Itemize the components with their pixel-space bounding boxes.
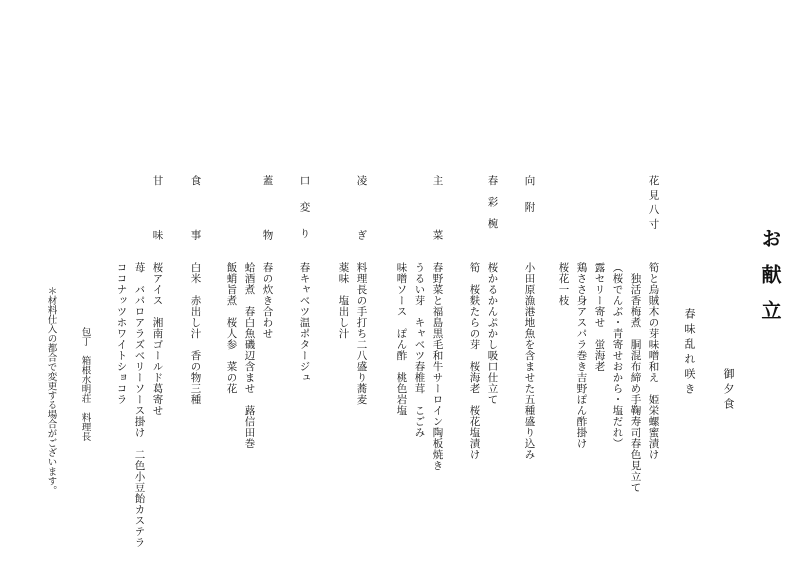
course-dish: 桜かるかんぷかし吸口仕立て <box>486 262 499 405</box>
course-dish: 春キャベツ温ポタージュ <box>298 262 311 383</box>
course-dish: 小田原漁港地魚を含ませた五種盛り込み <box>523 262 536 460</box>
menu-subtitle: 春味乱れ咲き <box>683 308 696 398</box>
course-dish: 飯蛸旨煮 桜人参 菜の花 <box>225 262 238 394</box>
course-dish: 薬味 塩出し汁 <box>337 262 350 339</box>
course-name-mukozuke: 向附 <box>523 175 536 228</box>
course-name-shusai: 主菜 <box>431 175 444 284</box>
course-dish: 春野菜と福島黒毛和牛サーロイン陶板焼き <box>431 262 444 471</box>
course-dish: 筍 桜麩たらの芽 桜海老 桜花塩漬け <box>468 262 481 460</box>
course-dish: 苺 バパロアラズベリーソース掛け 二色小豆飴カステラ <box>133 262 146 548</box>
course-name-shunsaiwan: 春彩椀 <box>486 175 499 240</box>
course-name-hanami-hassun: 花見八寸 <box>647 175 660 233</box>
course-dish: 味噌ソース ぽん酢 桃色岩塩 <box>395 262 408 416</box>
course-name-kuchigawari: 口変り <box>298 175 311 255</box>
course-dish: 蛤酒煮 春白魚磯辺含ませ 蕗信田巻 <box>243 262 256 449</box>
course-dish: 筍と烏賊木の芽味噌和え 姫栄螺蜜漬け <box>647 262 660 460</box>
course-dish: 桜アイス 湘南ゴールド葛寄せ <box>151 262 164 416</box>
course-name-futamono: 蓋物 <box>261 175 274 284</box>
chef-credit: 包丁 箱根水明荘 料理長 <box>79 327 91 441</box>
course-dish: 料理長の手打ち二八盛り蕎麦 <box>355 262 368 405</box>
course-dish: 桜花一枝 <box>557 262 570 306</box>
course-dish: 独活香梅煮 胴混布締め手鞠寿司春色見立て <box>629 273 642 493</box>
menu-title: お献立 <box>758 228 782 336</box>
ingredient-note: ＊材料仕入の都合で変更する場合がございます。 <box>45 286 57 495</box>
course-name-shinogi: 凌ぎ <box>355 175 368 284</box>
course-dish: 春の炊き合わせ <box>261 262 274 339</box>
course-dish: 鶏ささ身アスパラ巻き吉野ぽん酢掛け <box>575 262 588 449</box>
course-dish: うるい芽 キャベツ春椎茸 こごみ <box>413 262 426 438</box>
meal-label: 御夕食 <box>722 368 735 413</box>
course-dish: （桜でんぶ・青寄せおから・塩だれ） <box>611 262 624 449</box>
course-dish: 白米 赤出し汁 香の物三種 <box>189 262 202 405</box>
course-dish: 露セリー寄せ 蛍海老 <box>593 262 606 372</box>
course-name-amami: 甘味 <box>151 175 164 284</box>
course-dish: ココナッツホワイトショコラ <box>115 262 128 405</box>
course-name-shokuji: 食事 <box>189 175 202 284</box>
